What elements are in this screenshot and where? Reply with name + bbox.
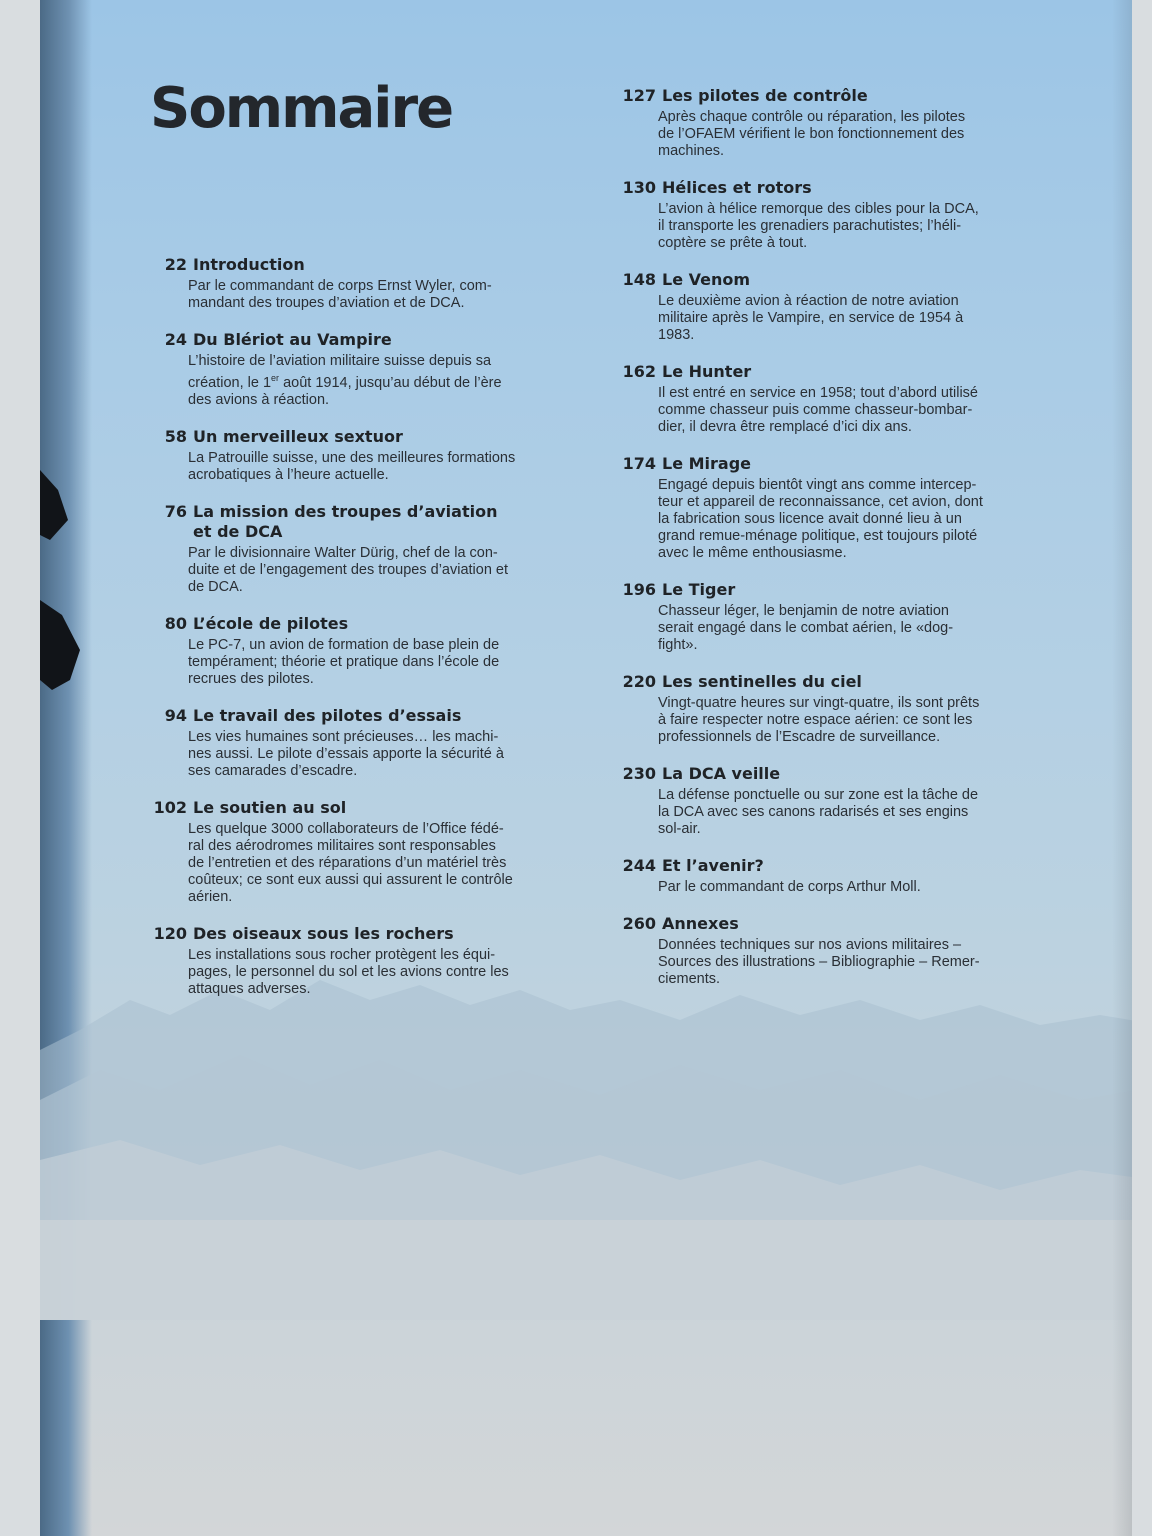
toc-description-line: Vingt-quatre heures sur vingt-quatre, ils sont prêts — [658, 695, 980, 711]
toc-description-line: Les quelque 3000 collaborateurs de l’Office fédé- — [188, 820, 504, 837]
toc-description-line: dier, il devra être remplacé d’ici dix ans. — [658, 419, 912, 435]
toc-description-line: attaques adverses. — [188, 980, 311, 997]
toc-page-number: 127 — [622, 86, 656, 105]
toc-entry-heading — [608, 178, 1048, 198]
toc-entry-description — [658, 293, 1048, 344]
toc-description-line: 1983. — [658, 327, 695, 343]
toc-description-line: serait engagé dans le combat aérien, le «dog- — [658, 620, 954, 636]
toc-description-line: la fabrication sous licence avait donné lieu à un — [658, 511, 962, 527]
toc-entry-heading — [608, 672, 1048, 692]
toc-description-line: teur et appareil de reconnaissance, cet avion, dont — [658, 494, 983, 510]
toc-page-number: 130 — [622, 178, 656, 197]
toc-entry-description — [658, 603, 1048, 654]
toc-description-line: avec le même enthousiasme. — [658, 545, 847, 561]
toc-entry-heading — [608, 856, 1048, 876]
toc-entry-description — [658, 937, 1048, 988]
toc-entry-title: Le Tiger — [662, 580, 736, 599]
toc-entry-heading — [143, 502, 583, 542]
toc-entry-title: Le soutien au sol — [193, 797, 347, 817]
toc-description-line: ral des aérodromes militaires sont responsables — [188, 837, 496, 854]
toc-description-line: Après chaque contrôle ou réparation, les pilotes — [658, 109, 966, 125]
toc-description-line: Sources des illustrations – Bibliographie – Remer- — [658, 954, 980, 970]
toc-entry-description — [658, 201, 1048, 252]
toc-entry-title: Annexes — [662, 914, 739, 933]
toc-description-line: coptère se prête à tout. — [658, 235, 808, 251]
toc-description-line: ses camarades d’escadre. — [188, 762, 358, 779]
toc-entry — [143, 924, 583, 998]
toc-entry-title: Les sentinelles du ciel — [662, 672, 862, 691]
toc-entry — [608, 86, 1048, 160]
toc-entry — [608, 454, 1048, 562]
toc-entry-description — [188, 821, 583, 906]
toc-description-line: Le PC-7, un avion de formation de base plein de — [188, 636, 500, 653]
toc-description-line: Les installations sous rocher protègent les équi- — [188, 946, 496, 963]
toc-entry-heading — [608, 914, 1048, 934]
toc-entry-title: Et l’avenir? — [662, 856, 764, 875]
toc-entry-title: La mission des troupes d’aviation et de DCA — [193, 501, 498, 541]
toc-description-line: il transporte les grenadiers parachutistes; l’héli- — [658, 218, 962, 234]
toc-page-number: 148 — [622, 270, 656, 289]
toc-entry-title: Le Hunter — [662, 362, 752, 381]
toc-description-line: recrues des pilotes. — [188, 670, 314, 687]
toc-description-line: La Patrouille suisse, une des meilleures formations — [188, 449, 516, 466]
toc-description-line: ciements. — [658, 971, 721, 987]
toc-page-number: 244 — [622, 856, 656, 875]
toc-entry — [608, 914, 1048, 988]
toc-description-line: machines. — [658, 143, 725, 159]
toc-description-line: fight». — [658, 637, 698, 653]
toc-description-line: de l’entretien et des réparations d’un matériel très — [188, 854, 507, 871]
toc-page-number: 80 — [164, 613, 187, 633]
toc-page-number: 162 — [622, 362, 656, 381]
toc-entry-description — [188, 353, 583, 409]
toc-left-column — [143, 255, 583, 1016]
toc-entry-description — [188, 729, 583, 780]
toc-entry — [608, 764, 1048, 838]
toc-description-line: la DCA avec ses canons radarisés et ses engins — [658, 804, 969, 820]
toc-description-line: de DCA. — [188, 578, 243, 595]
toc-description-line: de l’OFAEM vérifient le bon fonctionnement des — [658, 126, 965, 142]
toc-entry-heading — [608, 86, 1048, 106]
toc-description-line: L’avion à hélice remorque des cibles pour la DCA, — [658, 201, 979, 217]
toc-description-line: Données techniques sur nos avions militaires – — [658, 937, 962, 953]
page-edge-shadow — [1112, 0, 1132, 1536]
toc-page-number: 22 — [164, 255, 187, 274]
toc-entry-description — [658, 109, 1048, 160]
toc-entry-title: Introduction — [193, 255, 305, 274]
toc-description-line: Par le commandant de corps Ernst Wyler, com- — [188, 278, 492, 294]
toc-page-number: 76 — [164, 501, 187, 521]
toc-entry — [608, 672, 1048, 746]
toc-entry-heading — [143, 798, 583, 818]
toc-entry — [608, 856, 1048, 896]
toc-description-line: L’histoire de l’aviation militaire suisse depuis sa — [188, 353, 492, 369]
toc-entry-heading — [143, 427, 583, 447]
toc-description-line: tempérament; théorie et pratique dans l’école de — [188, 653, 500, 670]
toc-description-line: à faire respecter notre espace aérien: ce sont les — [658, 712, 973, 728]
toc-entry-description — [658, 695, 1048, 746]
toc-entry-title: Un merveilleux sextuor — [193, 426, 403, 446]
toc-entry-description — [188, 947, 583, 998]
toc-entry-description — [658, 477, 1048, 562]
toc-description-line: Il est entré en service en 1958; tout d’abord utilisé — [658, 385, 978, 401]
toc-page-number: 174 — [622, 454, 656, 473]
toc-entry — [608, 270, 1048, 344]
toc-entry-title: Le Venom — [662, 270, 751, 289]
toc-entry-heading — [608, 362, 1048, 382]
toc-description-line: acrobatiques à l’heure actuelle. — [188, 466, 389, 483]
toc-entry-heading — [143, 614, 583, 634]
toc-entry — [608, 362, 1048, 436]
toc-description-line: coûteux; ce sont eux aussi qui assurent le contrôle — [188, 871, 513, 888]
toc-description-line: Engagé depuis bientôt vingt ans comme intercep- — [658, 477, 977, 493]
toc-entry-heading — [143, 255, 583, 275]
toc-entry-description — [658, 879, 1048, 896]
toc-description-line: duite et de l’engagement des troupes d’aviation et — [188, 561, 509, 578]
toc-entry-title: Le travail des pilotes d’essais — [193, 705, 462, 725]
toc-description-line: Les vies humaines sont précieuses… les machi- — [188, 728, 499, 745]
toc-description-line: pages, le personnel du sol et les avions contre les — [188, 963, 509, 980]
toc-description-line: Par le commandant de corps Arthur Moll. — [658, 879, 921, 895]
toc-entry-title: Le Mirage — [662, 454, 752, 473]
toc-entry-heading — [143, 706, 583, 726]
toc-description-line: Par le divisionnaire Walter Dürig, chef de la con- — [188, 544, 498, 561]
toc-entry — [143, 255, 583, 312]
toc-page-number: 24 — [164, 330, 187, 349]
toc-description-line: professionnels de l’Escadre de surveillance. — [658, 729, 941, 745]
toc-page-number: 94 — [164, 705, 187, 725]
toc-page-number: 196 — [622, 580, 656, 599]
toc-entry-heading — [143, 924, 583, 944]
toc-page-number: 230 — [622, 764, 656, 783]
toc-entry-title: Les pilotes de contrôle — [662, 86, 868, 105]
toc-entry-heading — [608, 764, 1048, 784]
toc-entry-heading — [143, 330, 583, 350]
toc-description-line: comme chasseur puis comme chasseur-bombar- — [658, 402, 973, 418]
toc-description-line: mandant des troupes d’aviation et de DCA. — [188, 295, 465, 311]
toc-page-number: 260 — [622, 914, 656, 933]
toc-description-line: Le deuxième avion à réaction de notre aviation — [658, 293, 959, 309]
toc-entry — [143, 798, 583, 906]
page-title: Sommaire — [150, 76, 453, 141]
toc-entry — [608, 178, 1048, 252]
toc-entry-title: Hélices et rotors — [662, 178, 812, 197]
toc-entry — [143, 427, 583, 484]
toc-entry — [143, 706, 583, 780]
aircraft-silhouette-image — [40, 0, 100, 760]
toc-description-line: militaire après le Vampire, en service de 1954 à — [658, 310, 964, 326]
toc-entry-heading — [608, 270, 1048, 290]
toc-entry — [608, 580, 1048, 654]
toc-right-column — [608, 86, 1048, 1006]
toc-entry-description — [658, 385, 1048, 436]
toc-description-line: Chasseur léger, le benjamin de notre aviation — [658, 603, 949, 619]
toc-entry-description — [188, 450, 583, 484]
toc-entry-description — [658, 787, 1048, 838]
toc-description-line: La défense ponctuelle ou sur zone est la tâche de — [658, 787, 979, 803]
toc-entry-title: La DCA veille — [662, 764, 781, 783]
toc-entry-description — [188, 637, 583, 688]
toc-entry-title: L’école de pilotes — [193, 613, 349, 633]
toc-description-line: sol-air. — [658, 821, 701, 837]
toc-description-line: des avions à réaction. — [188, 391, 330, 408]
toc-page-number: 220 — [622, 672, 656, 691]
toc-entry-description — [188, 545, 583, 596]
toc-description-line: aérien. — [188, 888, 233, 905]
toc-description-line: nes aussi. Le pilote d’essais apporte la sécurité à — [188, 745, 504, 762]
toc-page-number: 102 — [153, 797, 187, 817]
toc-entry-title: Du Blériot au Vampire — [193, 330, 392, 349]
toc-page-number: 58 — [164, 426, 187, 446]
toc-entry-description — [188, 278, 583, 312]
toc-entry-heading — [608, 580, 1048, 600]
toc-entry-heading — [608, 454, 1048, 474]
toc-entry — [143, 502, 583, 596]
toc-page-number: 120 — [153, 923, 187, 943]
toc-entry-title: Des oiseaux sous les rochers — [193, 923, 454, 943]
toc-entry — [143, 614, 583, 688]
toc-entry — [143, 330, 583, 409]
toc-description-line: création, le 1er août 1914, jusqu’au début de l’ère — [188, 373, 502, 391]
toc-description-line: grand remue-ménage politique, est toujours piloté — [658, 528, 978, 544]
